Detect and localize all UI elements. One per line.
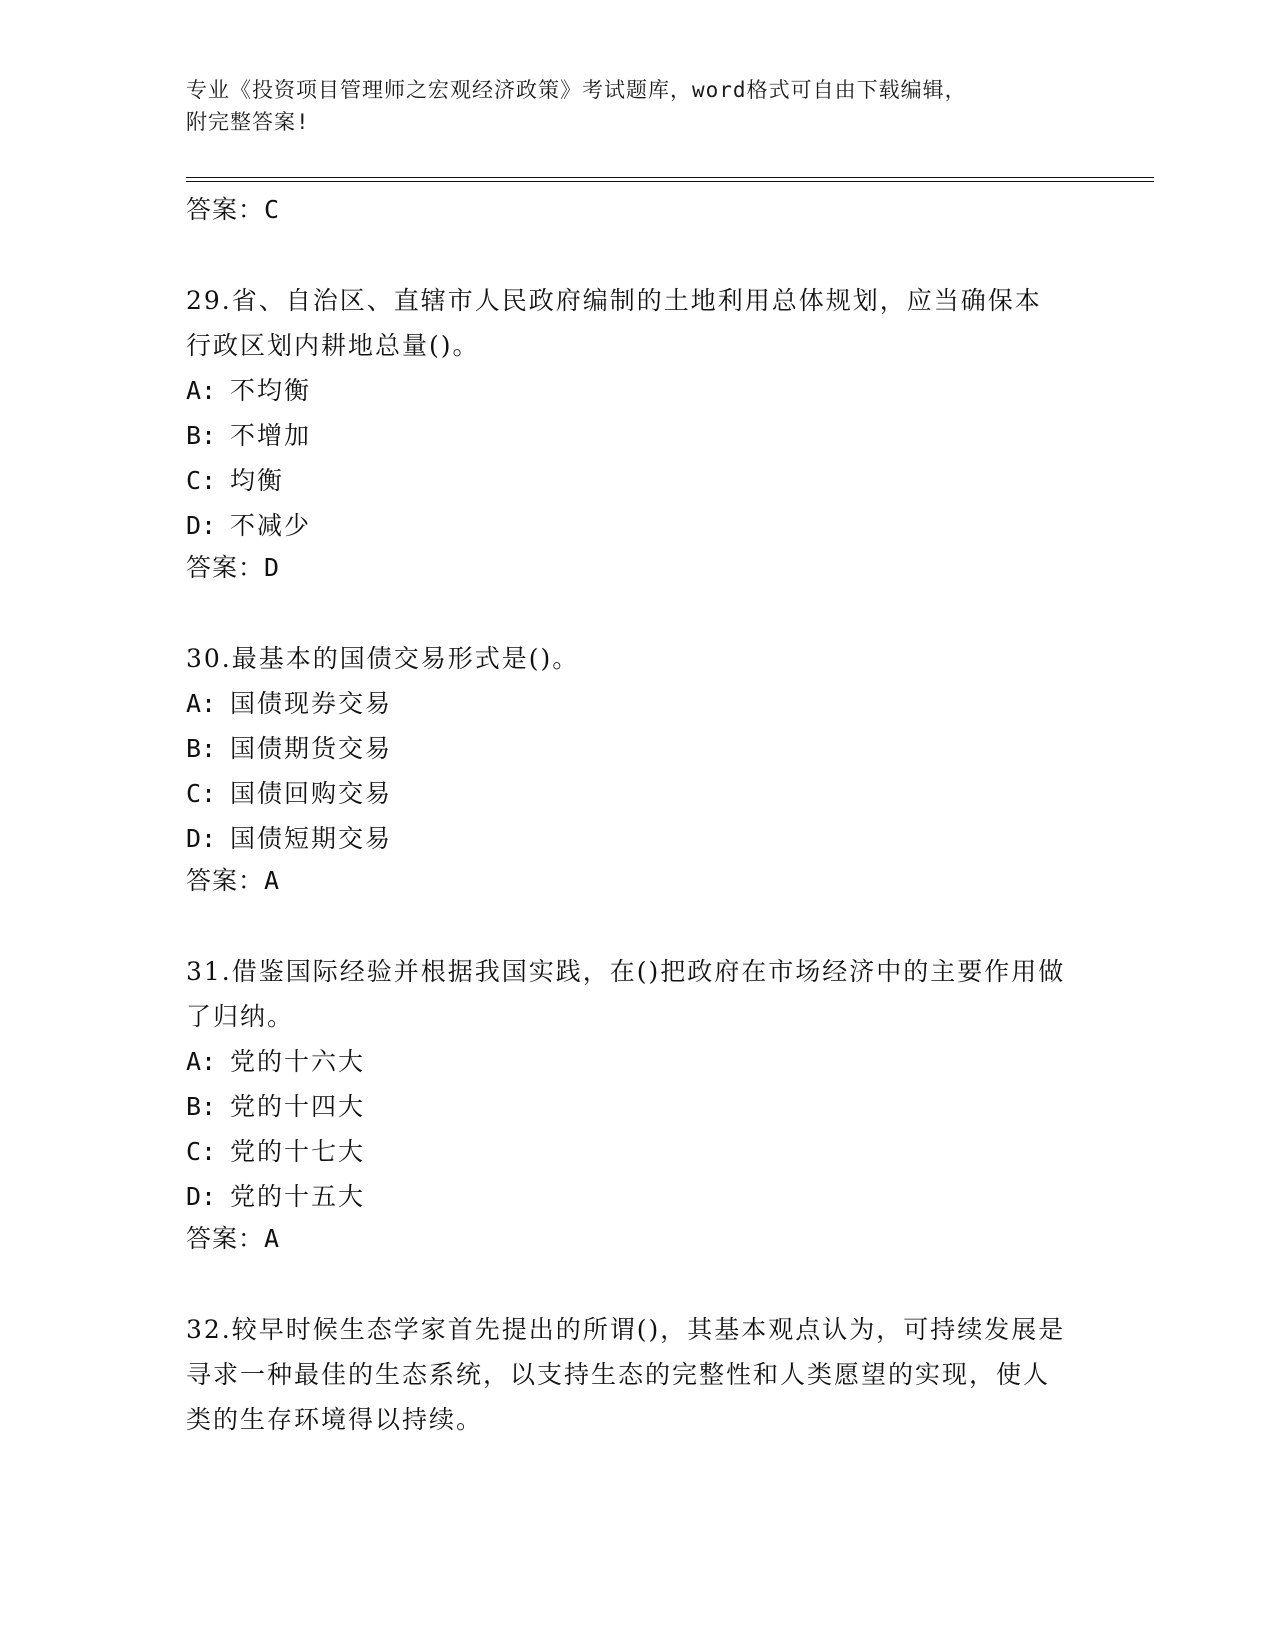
question-number: 32. [186, 1315, 232, 1344]
option-key: A: [186, 689, 217, 718]
option-key: A: [186, 1047, 217, 1076]
option-c [186, 771, 1086, 816]
answer-label: 答案： [186, 866, 265, 895]
question-text [186, 278, 1066, 368]
option-text: 党的十六大 [230, 1047, 366, 1076]
option-a [186, 368, 1086, 413]
option-text: 国债期货交易 [230, 734, 393, 763]
option-d [186, 1174, 1086, 1219]
option-b [186, 1084, 1086, 1129]
document-header [186, 74, 1086, 138]
option-key: C: [186, 466, 217, 495]
option-key: B: [186, 734, 217, 763]
answer-line [186, 190, 1086, 230]
question-list [186, 190, 1086, 1442]
option-key: D: [186, 511, 217, 540]
option-text: 不均衡 [230, 376, 312, 405]
option-key: B: [186, 1092, 217, 1121]
answer-label: 答案： [186, 1224, 265, 1253]
option-text: 不减少 [230, 511, 312, 540]
question-stem: 最基本的国债交易形式是()。 [231, 644, 580, 673]
option-b [186, 726, 1086, 771]
header-double-rule [186, 177, 1154, 182]
answer-value: A [264, 1224, 281, 1253]
option-text: 国债回购交易 [230, 779, 393, 808]
option-b [186, 413, 1086, 458]
spacer [186, 1259, 1086, 1307]
question-text [186, 636, 1066, 681]
answer-value: C [264, 195, 281, 224]
answer-line [186, 548, 1086, 588]
answer-line [186, 861, 1086, 901]
question-text [186, 949, 1066, 1039]
question-number: 30. [186, 644, 232, 673]
option-key: C: [186, 779, 217, 808]
question-text [186, 1307, 1066, 1442]
option-key: C: [186, 1137, 217, 1166]
question-stem: 借鉴国际经验并根据我国实践，在()把政府在市场经济中的主要作用做了归纳。 [186, 957, 1066, 1031]
question-stem: 省、自治区、直辖市人民政府编制的土地利用总体规划，应当确保本行政区划内耕地总量()。 [186, 286, 1042, 360]
question-block [186, 636, 1086, 901]
option-text: 党的十五大 [230, 1182, 366, 1211]
question-number: 31. [186, 957, 232, 986]
option-key: B: [186, 421, 217, 450]
option-c [186, 458, 1086, 503]
question-block [186, 1307, 1086, 1442]
option-c [186, 1129, 1086, 1174]
answer-label: 答案： [186, 195, 265, 224]
option-a [186, 681, 1086, 726]
option-key: D: [186, 1182, 217, 1211]
answer-value: A [264, 866, 281, 895]
option-a [186, 1039, 1086, 1084]
header-line-2: 附完整答案! [186, 110, 310, 134]
spacer [186, 230, 1086, 278]
option-text: 均衡 [230, 466, 285, 495]
option-text: 不增加 [230, 421, 312, 450]
question-number: 29. [186, 286, 232, 315]
option-key: A: [186, 376, 217, 405]
answer-value: D [264, 553, 281, 582]
question-stem: 较早时候生态学家首先提出的所谓()，其基本观点认为，可持续发展是寻求一种最佳的生态系统，以支持生态的完整性和人类愿望的实现，使人类的生存环境得以持续。 [186, 1315, 1066, 1434]
option-text: 国债现券交易 [230, 689, 393, 718]
spacer [186, 588, 1086, 636]
option-d [186, 816, 1086, 861]
option-text: 国债短期交易 [230, 824, 393, 853]
option-d [186, 503, 1086, 548]
option-text: 党的十七大 [230, 1137, 366, 1166]
question-block [186, 278, 1086, 588]
answer-line [186, 1219, 1086, 1259]
question-block [186, 949, 1086, 1259]
header-line-1: 专业《投资项目管理师之宏观经济政策》考试题库，word格式可自由下载编辑， [186, 78, 967, 102]
option-key: D: [186, 824, 217, 853]
option-text: 党的十四大 [230, 1092, 366, 1121]
spacer [186, 901, 1086, 949]
answer-label: 答案： [186, 553, 265, 582]
